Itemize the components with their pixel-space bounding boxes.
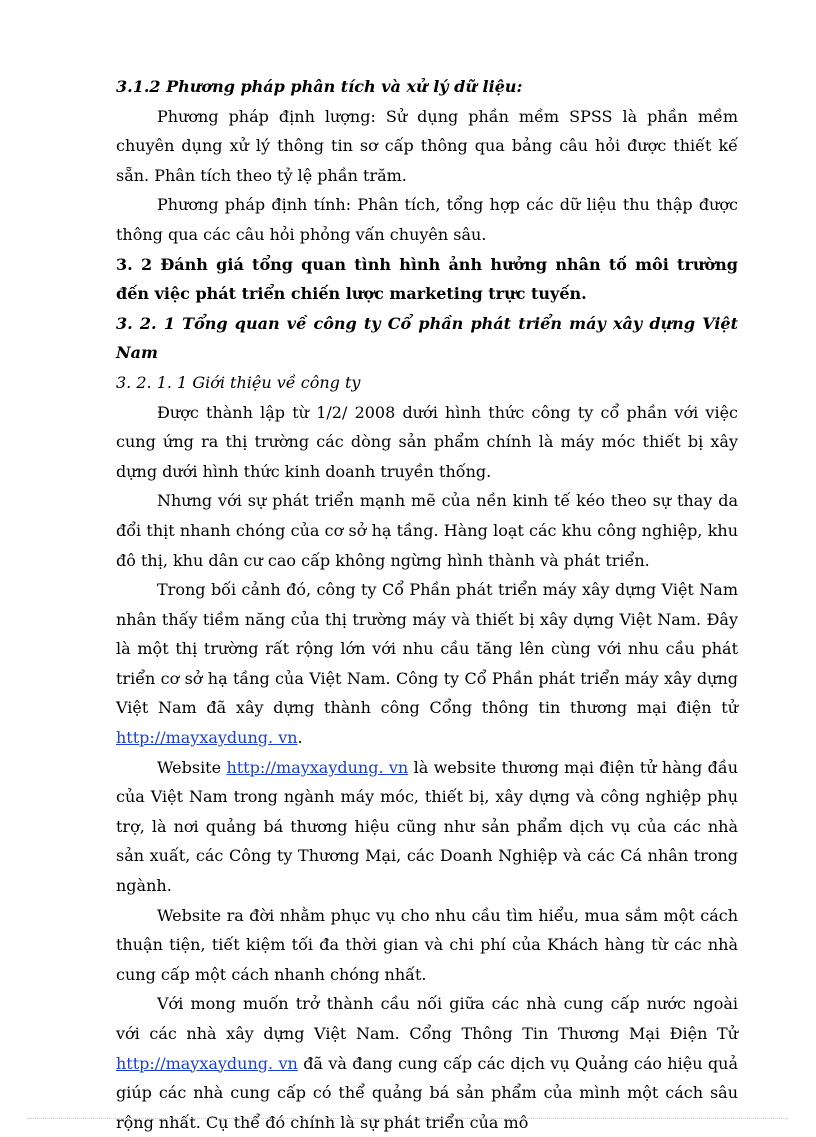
paragraph-bridge-wish-text: Với mong muốn trở thành cầu nối giữa các nhà cung cấp nước ngoài với các nhà xây dựng Việt Nam. Cổng Thông Tin Thương Mại Điện Tử	[116, 994, 738, 1043]
paragraph-website-start: Website	[157, 757, 227, 777]
paragraph-company-founded: Được thành lập từ 1/2/ 2008 dưới hình thức công ty cổ phần với việc cung ứng ra thị trường các dòng sản phẩm chính là máy móc thiết bị xây dựng dưới hình thức kinh doanh truyền thống.	[116, 402, 738, 481]
section-heading-3-1-2: 3.1.2 Phương pháp phân tích và xử lý dữ liệu:	[116, 77, 523, 96]
paragraph-market-context	[116, 575, 738, 753]
paragraph-qualitative-method: Phương pháp định tính: Phân tích, tổng hợp các dữ liệu thu thập được thông qua các câu hỏi phỏng vấn chuyên sâu.	[116, 195, 738, 244]
website-link[interactable]: http://mayxaydung. vn	[226, 757, 409, 777]
section-heading-3-2-1: 3. 2. 1 Tổng quan về công ty Cổ phần phát triển máy xây dựng Việt Nam	[116, 313, 738, 363]
paragraph-quantitative-method: Phương pháp định lượng: Sử dụng phần mềm SPSS là phần mềm chuyên dụng xử lý thông tin sơ cấp thông qua bảng câu hỏi được thiết kế sẵn. Phân tích theo tỷ lệ phần trăm.	[116, 106, 738, 185]
page-bottom-divider	[28, 1118, 788, 1119]
paragraph-bridge-wish	[116, 989, 738, 1137]
website-link[interactable]: http://mayxaydung. vn	[116, 728, 298, 748]
website-link[interactable]: http://mayxaydung. vn	[116, 1053, 298, 1073]
section-heading-3-2-1-1: 3. 2. 1. 1 Giới thiệu về công ty	[116, 372, 361, 392]
paragraph-website-description	[116, 753, 738, 901]
paragraph-website-text: là website thương mại điện tử hàng đầu của Việt Nam trong ngành máy móc, thiết bị, xây dựng và công nghiệp phụ trợ, là nơi quảng bá thương hiệu cũng như sản phẩm dịch vụ của các nhà sản xuất, các Công ty Thương Mại, các Doanh Nghiệp và các Cá nhân trong ngành.	[116, 757, 738, 896]
paragraph-website-purpose: Website ra đời nhằm phục vụ cho nhu cầu tìm hiểu, mua sắm một cách thuận tiện, tiết kiệm tối đa thời gian và chi phí của Khách hàng từ các nhà cung cấp một cách nhanh chóng nhất.	[116, 905, 738, 984]
paragraph-market-context-text: Trong bối cảnh đó, công ty Cổ Phần phát triển máy xây dựng Việt Nam nhân thấy tiềm năng của thị trường máy và thiết bị xây dựng Việt Nam. Đây là một thị trường rất rộng lớn với nhu cầu tăng lên cùng với nhu cầu phát triển cơ sở hạ tầng của Việt Nam. Công ty Cổ Phần phát triển máy xây dựng Việt Nam đã xây dựng thành công Cổng thông tin thương mại điện tử	[116, 580, 738, 718]
document-body	[116, 72, 738, 1137]
paragraph-infrastructure-growth: Nhưng với sự phát triển mạnh mẽ của nền kinh tế kéo theo sự thay da đổi thịt nhanh chóng của cơ sở hạ tầng. Hàng loạt các khu công nghiệp, khu đô thị, khu dân cư cao cấp không ngừng hình thành và phát triển.	[116, 491, 738, 570]
paragraph-bridge-wish-end: đã và đang cung cấp các dịch vụ Quảng cáo hiệu quả giúp các nhà cung cấp có thể quảng bá sản phẩm của mình một cách sâu rộng nhất. Cụ thể đó chính là sự phát triển của mô	[116, 1053, 739, 1132]
section-heading-3-2: 3. 2 Đánh giá tổng quan tình hình ảnh hưởng nhân tố môi trường đến việc phát triển chiến lược marketing trực tuyến.	[116, 254, 738, 304]
paragraph-market-context-end: .	[297, 728, 303, 748]
